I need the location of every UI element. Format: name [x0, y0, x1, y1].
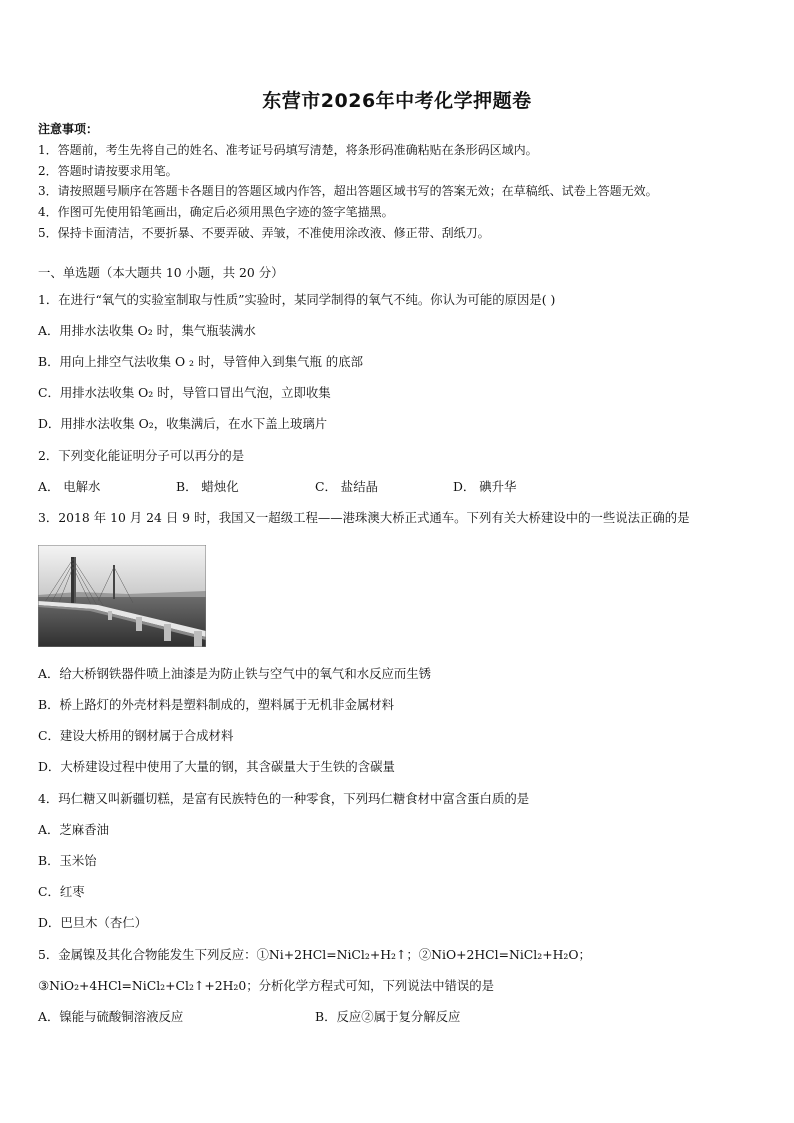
question-5-stem-line-1: 5．金属镍及其化合物能发生下列反应：①Ni+2HCl=NiCl₂+H₂↑；②NiO+2HCl=NiCl₂+H₂O；: [38, 947, 591, 962]
question-4-option-a: A．芝麻香油: [38, 822, 109, 837]
notice-item: 1．答题前，考生先将自己的姓名、准考证号码填写清楚，将条形码准确粘贴在条形码区域内。: [38, 143, 538, 157]
question-2-option-d: D． 碘升华: [453, 479, 517, 494]
question-1-option-d: D．用排水法收集 O₂，收集满后，在水下盖上玻璃片: [38, 416, 328, 431]
question-2-option-c: C． 盐结晶: [315, 479, 378, 494]
question-4-option-d: D．巴旦木（杏仁）: [38, 915, 148, 930]
question-3-option-d: D．大桥建设过程中使用了大量的钢，其含碳量大于生铁的含碳量: [38, 759, 395, 774]
question-2-stem: 2．下列变化能证明分子可以再分的是: [38, 448, 245, 463]
question-3-option-c: C．建设大桥用的钢材属于合成材料: [38, 728, 234, 743]
question-5-option-a: A．镍能与硫酸铜溶液反应: [38, 1009, 184, 1024]
bridge-photo: [38, 545, 206, 647]
page-title: 东营市2026年中考化学押题卷: [262, 90, 532, 112]
notice-item: 2．答题时请按要求用笔。: [38, 164, 178, 178]
notice-heading: 注意事项：: [38, 122, 99, 136]
question-2-option-b: B． 蜡烛化: [176, 479, 239, 494]
question-3-option-b: B．桥上路灯的外壳材料是塑料制成的，塑料属于无机非金属材料: [38, 697, 395, 712]
question-5-option-b: B．反应②属于复分解反应: [315, 1009, 461, 1024]
question-1-option-b: B．用向上排空气法收集 O ₂ 时，导管伸入到集气瓶 的底部: [38, 354, 363, 369]
question-1-option-a: A．用排水法收集 O₂ 时，集气瓶装满水: [38, 323, 256, 338]
question-4-stem: 4．玛仁糖又叫新疆切糕，是富有民族特色的一种零食，下列玛仁糖食材中富含蛋白质的是: [38, 791, 530, 806]
question-4-option-b: B．玉米饴: [38, 853, 97, 868]
question-1-stem: 1．在进行“氧气的实验室制取与性质”实验时，某同学制得的氧气不纯。你认为可能的原因是( ): [38, 292, 556, 307]
question-5-stem-line-2: ③NiO₂+4HCl=NiCl₂+Cl₂↑+2H₂0；分析化学方程式可知，下列说法中错误的是: [38, 978, 495, 993]
question-2-option-a: A． 电解水: [38, 479, 101, 494]
section-heading: 一、单选题（本大题共 10 小题，共 20 分）: [38, 265, 284, 280]
question-1-option-c: C．用排水法收集 O₂ 时，导管口冒出气泡，立即收集: [38, 385, 331, 400]
question-3-option-a: A．给大桥钢铁器件喷上油漆是为防止铁与空气中的氧气和水反应而生锈: [38, 666, 432, 681]
notice-item: 4．作图可先使用铅笔画出，确定后必须用黑色字迹的签字笔描黑。: [38, 205, 394, 219]
notice-item: 5．保持卡面清洁，不要折暴、不要弄破、弄皱，不准使用涂改液、修正带、刮纸刀。: [38, 226, 490, 240]
notice-item: 3．请按照题号顺序在答题卡各题目的答题区域内作答，超出答题区域书写的答案无效；在草稿纸、试卷上答题无效。: [38, 184, 658, 198]
question-4-option-c: C．红枣: [38, 884, 85, 899]
question-3-stem: 3．2018 年 10 月 24 日 9 时，我国又一超级工程——港珠澳大桥正式通车。下列有关大桥建设中的一些说法正确的是: [38, 510, 690, 525]
